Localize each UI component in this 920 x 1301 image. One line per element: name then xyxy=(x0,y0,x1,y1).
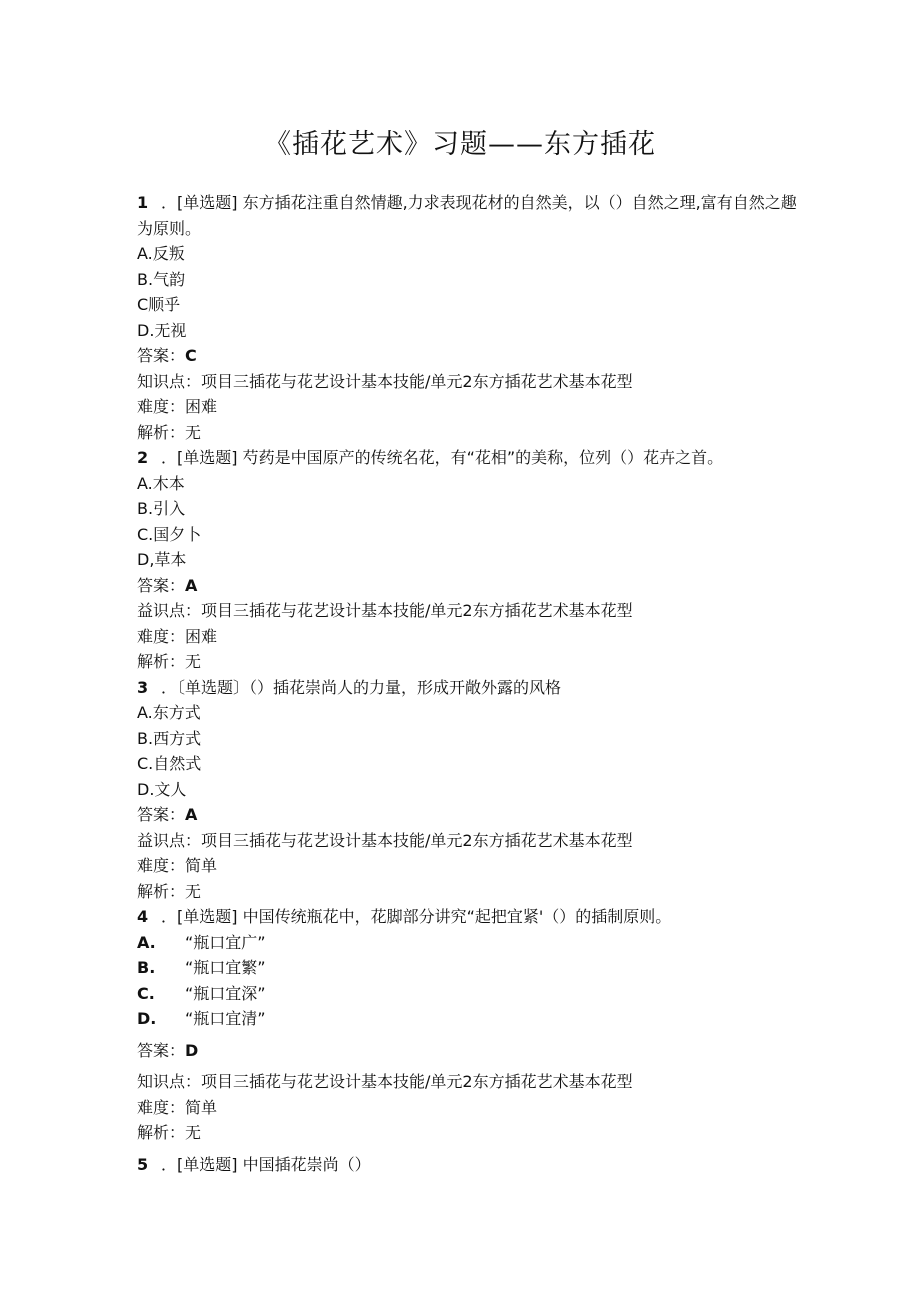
question-text: ．[单选题] 芍药是中国原产的传统名花，有“花相”的美称，位列（）花卉之首。 xyxy=(161,448,724,467)
question-4-stem xyxy=(137,904,797,930)
option-text: “瓶口宜深” xyxy=(185,983,266,1003)
option-text: “瓶口宜清” xyxy=(185,1009,266,1028)
option-c: C顺乎 xyxy=(137,295,181,314)
page-title: 《插花艺术》习题——东方插花 xyxy=(264,129,656,160)
answer-label: 答案： xyxy=(137,1040,186,1060)
difficulty: 难度：困难 xyxy=(137,397,218,416)
option-a: A.东方式 xyxy=(137,703,201,722)
answer-label: 答案： xyxy=(137,575,186,595)
option-letter: A. xyxy=(137,932,156,952)
question-text: ．[单选题] 中国插花崇尚（） xyxy=(161,1154,371,1174)
option-c xyxy=(137,981,797,1007)
option-c: C.国夕卜 xyxy=(137,524,202,544)
question-2-stem xyxy=(137,445,797,471)
option-b: B.气韵 xyxy=(137,269,186,289)
answer-line xyxy=(137,1038,797,1064)
option-a: A.反叛 xyxy=(137,244,185,263)
answer-value: D xyxy=(185,1040,199,1060)
knowledge-point: 益识点：项目三插花与花艺设计基本技能/单元2东方插花艺术基本花型 xyxy=(137,830,633,850)
question-number: 1 xyxy=(137,193,149,212)
answer-value: C xyxy=(185,346,197,365)
question-text: ．[单选题] 中国传统瓶花中，花脚部分讲究“起把宜紧'（）的插制原则。 xyxy=(161,907,672,926)
analysis: 解析：无 xyxy=(137,652,202,671)
option-text: “瓶口宜广” xyxy=(185,932,266,952)
option-c: C.自然式 xyxy=(137,754,202,773)
analysis: 解析：无 xyxy=(137,1123,202,1142)
answer-line xyxy=(137,802,797,828)
option-letter: B. xyxy=(137,958,156,977)
question-list xyxy=(137,190,797,1177)
question-3-stem xyxy=(137,675,797,701)
option-b xyxy=(137,955,797,981)
answer-value: A xyxy=(185,575,198,595)
question-4 xyxy=(137,904,797,1146)
difficulty: 难度：简单 xyxy=(137,1097,218,1117)
option-a xyxy=(137,930,797,956)
answer-value: A xyxy=(185,805,198,824)
knowledge-point: 知识点：项目三插花与花艺设计基本技能/单元2东方插花艺术基本花型 xyxy=(137,371,633,391)
question-2 xyxy=(137,445,797,675)
option-d: D.文人 xyxy=(137,779,187,799)
answer-line xyxy=(137,343,797,369)
option-letter: D. xyxy=(137,1009,157,1028)
question-text: ．〔单选题〕（）插花崇尚人的力量，形成开敞外露的风格 xyxy=(161,677,562,697)
question-5 xyxy=(137,1152,797,1178)
question-5-stem xyxy=(137,1152,797,1178)
difficulty: 难度：困难 xyxy=(137,626,218,646)
answer-label: 答案： xyxy=(137,805,186,824)
knowledge-point: 知识点：项目三插花与花艺设计基本技能/单元2东方插花艺术基本花型 xyxy=(137,1072,633,1091)
option-d: D.无视 xyxy=(137,320,187,340)
option-a: A.木本 xyxy=(137,473,185,493)
question-1-stem xyxy=(137,190,797,241)
question-number: 5 xyxy=(137,1154,149,1174)
option-text: “瓶口宜繁” xyxy=(185,958,266,977)
difficulty: 难度：简单 xyxy=(137,856,218,875)
analysis: 解析：无 xyxy=(137,422,202,442)
question-1 xyxy=(137,190,797,445)
answer-label: 答案： xyxy=(137,346,186,365)
answer-line xyxy=(137,573,797,599)
analysis: 解析：无 xyxy=(137,881,202,901)
question-text: ．[单选题] 东方插花注重自然情趣,力求表现花材的自然美，以（）自然之理,富有自然之趣为原则。 xyxy=(137,193,797,238)
question-number: 3 xyxy=(137,677,149,697)
option-b: B.西方式 xyxy=(137,728,202,748)
option-d xyxy=(137,1006,797,1032)
question-number: 2 xyxy=(137,448,149,467)
option-d: D,草本 xyxy=(137,550,187,569)
question-number: 4 xyxy=(137,907,149,926)
option-b: B.引入 xyxy=(137,499,186,518)
question-3 xyxy=(137,675,797,905)
option-letter: C. xyxy=(137,983,155,1003)
knowledge-point: 益识点：项目三插花与花艺设计基本技能/单元2东方插花艺术基本花型 xyxy=(137,601,633,620)
